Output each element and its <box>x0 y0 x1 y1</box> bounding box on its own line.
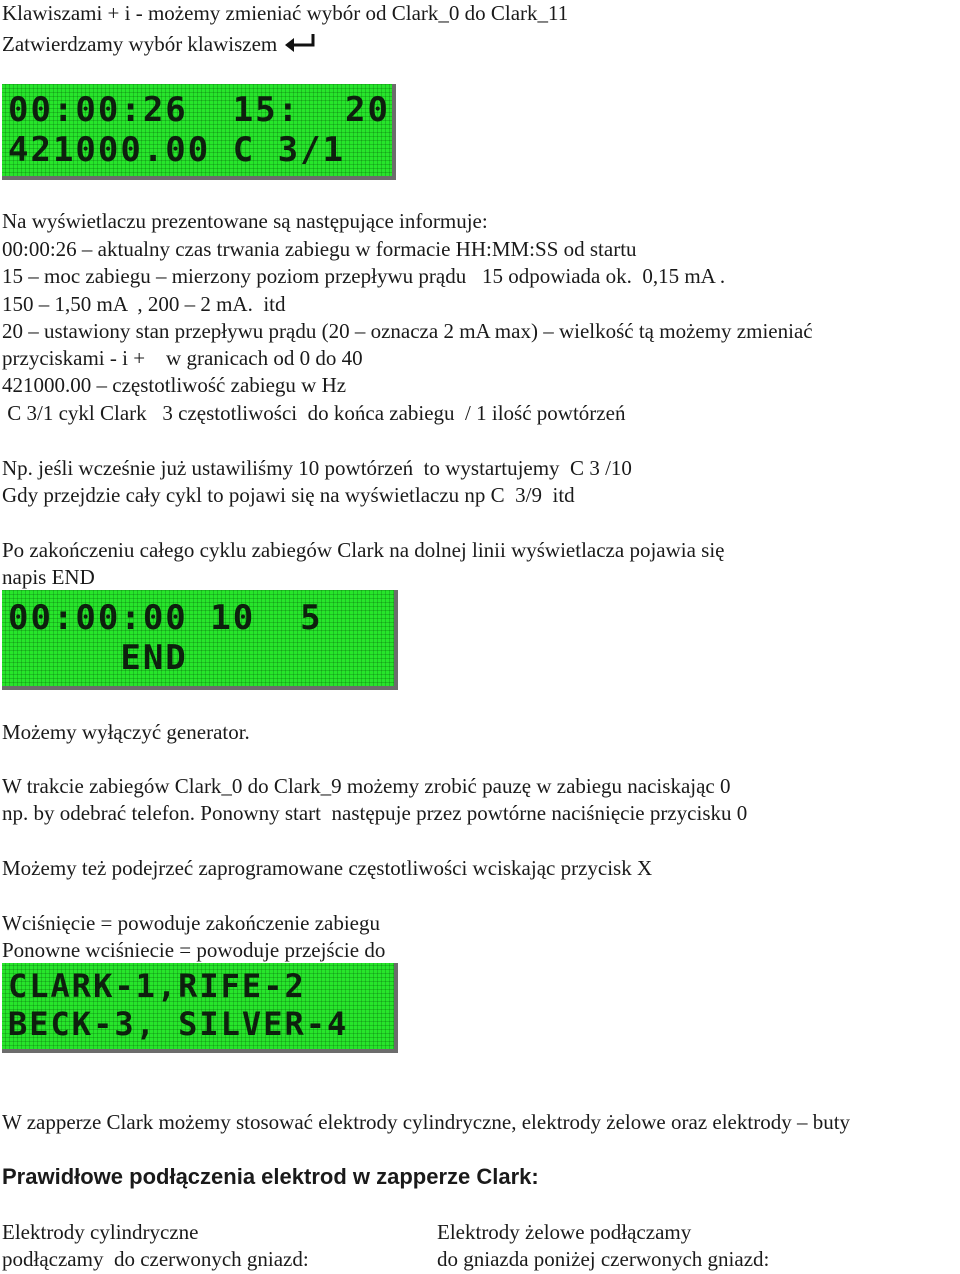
after-line-4: Możemy też podejrzeć zaprogramowane częstotliwości wciskając przycisk X <box>2 856 653 880</box>
info-line-5: 20 – ustawiony stan przepływu prądu (20 – oznacza 2 mA max) – wielkość tą możemy zmieniać <box>2 319 813 343</box>
after-line-6: Ponowne wciśniecie = powoduje przejście do <box>2 938 386 962</box>
intro-line-2-text: Zatwierdzamy wybór klawiszem <box>2 32 278 56</box>
lcd-row-bottom: BECK-3, SILVER-4 <box>8 1005 349 1043</box>
info-line-3: 15 – moc zabiegu – mierzony poziom przepływu prądu 15 odpowiada ok. 0,15 mA . <box>2 264 726 288</box>
after-line-3: np. by odebrać telefon. Ponowny start następuje przez powtórne naciśnięcie przycisku 0 <box>2 801 748 825</box>
lcd-row-top: CLARK-1,RIFE-2 <box>8 967 306 1005</box>
example-line-2: Gdy przejdzie cały cykl to pojawi się na wyświetlaczu np C 3/9 itd <box>2 483 575 507</box>
gel-line-2: do gniazda poniżej czerwonych gniazd: <box>437 1247 770 1271</box>
lcd-row-bottom: END <box>8 638 188 678</box>
info-line-4: 150 – 1,50 mA , 200 – 2 mA. itd <box>2 292 286 316</box>
lcd-row-top: 00:00:26 15: 20 <box>8 90 390 130</box>
section-heading: Prawidłowe podłączenia elektrod w zapperze Clark: <box>2 1164 539 1189</box>
info-line-2: 00:00:26 – aktualny czas trwania zabiegu w formacie HH:MM:SS od startu <box>2 237 637 261</box>
info-line-1: Na wyświetlaczu prezentowane są następujące informuje: <box>2 209 488 233</box>
end-line-2: napis END <box>2 565 95 589</box>
electrodes-text: W zapperze Clark możemy stosować elektrody cylindryczne, elektrody żelowe oraz elektrody – buty <box>2 1110 851 1134</box>
cylindrical-line-2: podłączamy do czerwonych gniazd: <box>2 1247 309 1271</box>
lcd-row-bottom: 421000.00 C 3/1 <box>8 130 346 170</box>
info-line-6: przyciskami - i + w granicach od 0 do 40 <box>2 346 363 370</box>
example-line-1: Np. jeśli wcześnie już ustawiliśmy 10 powtórzeń to wystartujemy C 3 /10 <box>2 456 632 480</box>
info-line-8: C 3/1 cykl Clark 3 częstotliwości do końca zabiegu / 1 ilość powtórzeń <box>2 401 626 425</box>
lcd-display-time-power <box>2 84 396 180</box>
after-line-5: Wciśnięcie = powoduje zakończenie zabiegu <box>2 911 380 935</box>
cylindrical-line-1: Elektrody cylindryczne <box>2 1220 199 1244</box>
gel-line-1: Elektrody żelowe podłączamy <box>437 1220 692 1244</box>
info-line-7: 421000.00 – częstotliwość zabiegu w Hz <box>2 373 347 397</box>
end-line-1: Po zakończeniu całego cyklu zabiegów Clark na dolnej linii wyświetlacza pojawia się <box>2 538 725 562</box>
lcd-display-programs <box>2 963 398 1053</box>
intro-line-2 <box>2 31 317 60</box>
after-line-1: Możemy wyłączyć generator. <box>2 720 250 744</box>
lcd-row-top: 00:00:00 10 5 <box>8 598 323 638</box>
intro-line-1: Klawiszami + i - możemy zmieniać wybór od Clark_0 do Clark_11 <box>2 1 569 25</box>
lcd-display-end <box>2 590 398 690</box>
after-line-2: W trakcie zabiegów Clark_0 do Clark_9 możemy zrobić pauzę w zabiegu naciskając 0 <box>2 774 731 798</box>
enter-key-icon <box>283 32 317 60</box>
